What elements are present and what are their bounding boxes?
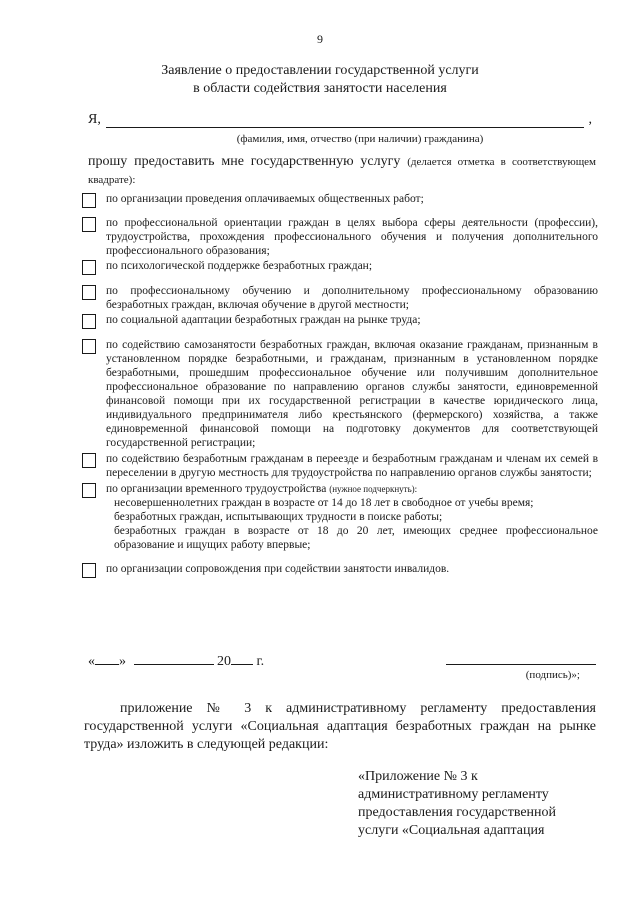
date-row <box>88 652 596 670</box>
option-checkbox[interactable] <box>82 193 96 208</box>
signature-caption: (подпись)»; <box>525 669 580 681</box>
year-blank[interactable] <box>231 652 253 665</box>
option-label: по содействию безработным гражданам в переезде и безработным гражданам и членам их семей в переселении в другую местность для трудоустройства по направлению органов службы занятости; <box>106 453 598 479</box>
page-number: 9 <box>317 32 323 46</box>
document-title <box>0 62 640 98</box>
service-option[interactable] <box>80 284 598 312</box>
title-line-1: Заявление о предоставлении государственной услуги <box>161 63 479 78</box>
service-option[interactable] <box>80 338 598 450</box>
applicant-comma: , <box>588 112 592 127</box>
title-line-2: в области содействия занятости населения <box>193 81 447 96</box>
signature-line[interactable] <box>446 664 596 665</box>
appendix-line: административному регламенту <box>358 787 549 802</box>
option-label: по организации сопровождения при содействии занятости инвалидов. <box>106 563 450 575</box>
month-blank[interactable] <box>134 652 214 665</box>
service-option[interactable] <box>80 192 598 206</box>
year-prefix: 20 <box>217 654 231 669</box>
request-main: прошу предоставить мне государственную услугу <box>88 154 401 169</box>
option-checkbox[interactable] <box>82 563 96 578</box>
applicant-caption: (фамилия, имя, отчество (при наличии) гражданина) <box>236 133 484 145</box>
option-label: по профессиональному обучению и дополнительному профессиональному образованию безработных граждан, включая обучение в другой местности; <box>106 285 598 311</box>
appendix-line: «Приложение № 3 к <box>358 769 478 784</box>
sub-option: безработных граждан, испытывающих трудности в поиске работы; <box>114 511 443 523</box>
option-label: по содействию самозанятости безработных граждан, включая оказание гражданам, признанным в установленном порядке безработными, и гражданам, признанным в установленном порядке безработными, прошедшим профессиональное обучение или получившим дополнительное профессиональное образование по направлению органов службы занятости, единовременной финансовой помощи при их государственной регистрации в качестве юридического лица, индивидуального предпринимателя либо крестьянского (фермерского) хозяйства, а также единовременной финансовой помощи на подготовку документов для соответствующей государственной регистрации; <box>106 339 598 449</box>
day-blank[interactable] <box>95 652 119 665</box>
option-label: по организации проведения оплачиваемых общественных работ; <box>106 193 424 205</box>
option-label: по психологической поддержке безработных граждан; <box>106 260 373 272</box>
temporary-employment-sublist <box>106 496 598 552</box>
applicant-prefix: Я, <box>88 112 101 127</box>
date-open-quote: « <box>88 654 95 669</box>
applicant-name-line <box>106 127 584 128</box>
service-option[interactable] <box>80 259 598 273</box>
applicant-name-row <box>88 112 596 132</box>
request-note: (делается отметка в соответствующем квадрате): <box>88 156 597 186</box>
sub-option: несовершеннолетних граждан в возрасте от 14 до 18 лет в свободное от учебы время; <box>114 497 534 509</box>
service-option[interactable] <box>80 313 598 327</box>
sub-option: безработных граждан в возрасте от 18 до 20 лет, имеющих среднее профессиональное образование и ищущих работу впервые; <box>114 525 598 551</box>
option-checkbox[interactable] <box>82 483 96 498</box>
option-checkbox[interactable] <box>82 314 96 329</box>
option-label: по социальной адаптации безработных граждан на рынке труда; <box>106 314 421 326</box>
option-label-note: (нужное подчеркнуть): <box>329 484 418 494</box>
option-checkbox[interactable] <box>82 260 96 275</box>
service-option[interactable] <box>80 216 598 258</box>
option-checkbox[interactable] <box>82 339 96 354</box>
appendix-line: услуги «Социальная адаптация <box>358 823 545 838</box>
option-label-main: по организации временного трудоустройства <box>106 483 327 495</box>
option-checkbox[interactable] <box>82 285 96 300</box>
amendment-paragraph: приложение № 3 к административному регламенту предоставления государственной услуги «Социальная адаптация безработных граждан на рынке труда» изложить в следующей редакции: <box>84 701 596 752</box>
request-text <box>88 153 596 189</box>
date-close-quote: » <box>119 654 126 669</box>
option-checkbox[interactable] <box>82 217 96 232</box>
option-checkbox[interactable] <box>82 453 96 468</box>
appendix-line: предоставления государственной <box>358 805 557 820</box>
year-suffix: г. <box>256 654 265 669</box>
service-option[interactable] <box>80 562 598 576</box>
appendix-header <box>358 768 598 840</box>
option-label <box>106 482 598 496</box>
service-option[interactable] <box>80 452 598 480</box>
service-options-list <box>80 192 598 576</box>
service-option[interactable] <box>80 482 598 552</box>
option-label: по профессиональной ориентации граждан в целях выбора сферы деятельности (профессии), трудоустройства, прохождения профессионального обучения и получения дополнительного профессионального образования; <box>106 217 598 257</box>
